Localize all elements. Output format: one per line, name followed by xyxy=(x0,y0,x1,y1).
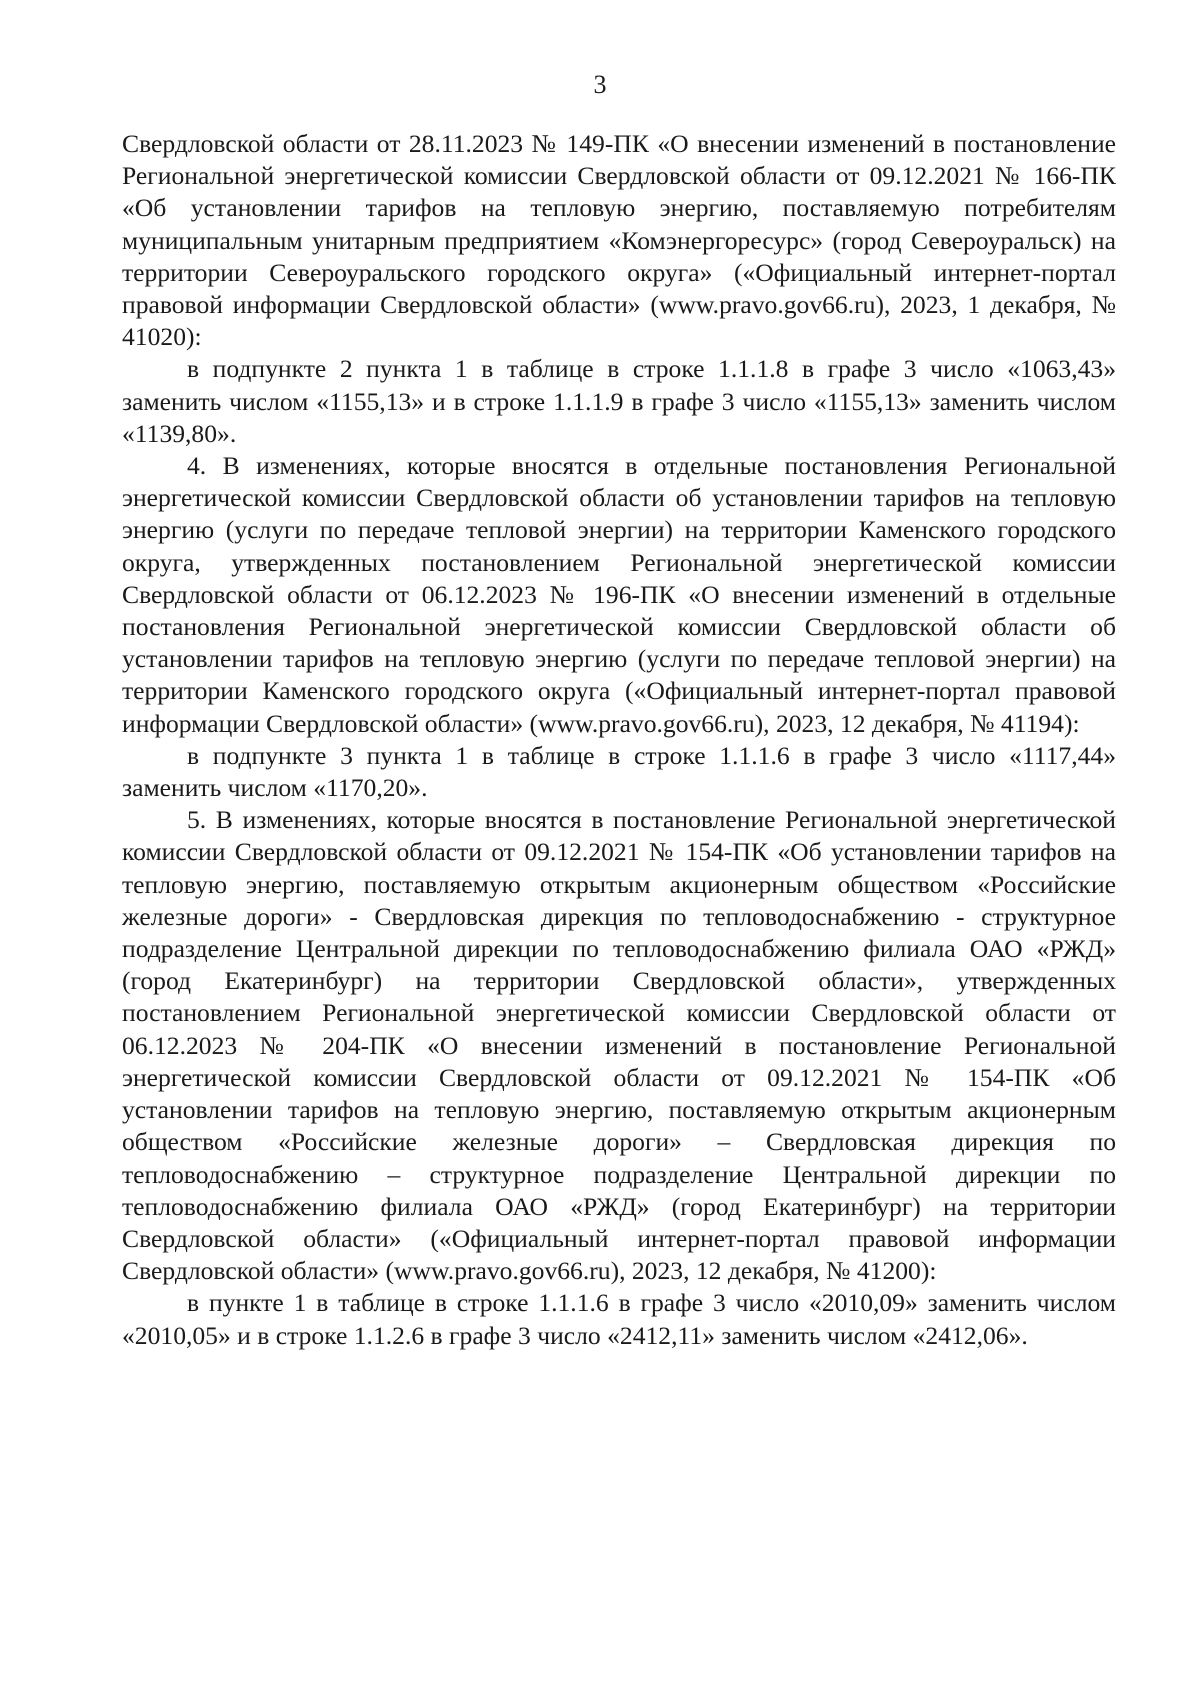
document-body xyxy=(122,128,1116,1352)
paragraph-5: 5. В изменениях, которые вносятся в постановление Региональной энергетической комиссии Свердловской области от 09.12.2021 № 154-ПК «Об установлении тарифов на тепловую энергию, поставляемую открытым акционерным обществом «Российские железные дороги» - Свердловская дирекция по тепловодоснабжению - структурное подразделение Центральной дирекции по тепловодоснабжению филиала ОАО «РЖД» (город Екатеринбург) на территории Свердловской области», утвержденных постановлением Региональной энергетической комиссии Свердловской области от 06.12.2023 № 204-ПК «О внесении изменений в постановление Региональной энергетической комиссии Свердловской области от 09.12.2021 № 154-ПК «Об установлении тарифов на тепловую энергию, поставляемую открытым акционерным обществом «Российские железные дороги» – Свердловская дирекция по тепловодоснабжению – структурное подразделение Центральной дирекции по тепловодоснабжению филиала ОАО «РЖД» (город Екатеринбург) на территории Свердловской области» («Официальный интернет-портал правовой информации Свердловской области» (www.pravo.gov66.ru), 2023, 12 декабря, № 41200): xyxy=(122,805,1116,1286)
paragraph-1: Свердловской области от 28.11.2023 № 149-ПК «О внесении изменений в постановление Региональной энергетической комиссии Свердловской области от 09.12.2021 № 166-ПК «Об установлении тарифов на тепловую энергию, поставляемую потребителям муниципальным унитарным предприятием «Комэнергоресурс» (город Североуральск) на территории Североуральского городского округа» («Официальный интернет-портал правовой информации Свердловской области» (www.pravo.gov66.ru), 2023, 1 декабря, № 41020): xyxy=(122,129,1116,352)
paragraph-3: 4. В изменениях, которые вносятся в отдельные постановления Региональной энергетической комиссии Свердловской области об установлении тарифов на тепловую энергию (услуги по передаче тепловой энергии) на территории Каменского городского округа, утвержденных постановлением Региональной энергетической комиссии Свердловской области от 06.12.2023 № 196-ПК «О внесении изменений в отдельные постановления Региональной энергетической комиссии Свердловской области об установлении тарифов на тепловую энергию (услуги по передаче тепловой энергии) на территории Каменского городского округа («Официальный интернет-портал правовой информации Свердловской области» (www.pravo.gov66.ru), 2023, 12 декабря, № 41194): xyxy=(122,451,1116,738)
paragraph-4: в подпункте 3 пункта 1 в таблице в строке 1.1.1.6 в графе 3 число «1117,44» заменить числом «1170,20». xyxy=(122,740,1116,803)
paragraph-2: в подпункте 2 пункта 1 в таблице в строке 1.1.1.8 в графе 3 число «1063,43» заменить числом «1155,13» и в строке 1.1.1.9 в графе 3 число «1155,13» заменить числом «1139,80». xyxy=(122,354,1116,448)
page-number: 3 xyxy=(593,70,607,99)
paragraph-6: в пункте 1 в таблице в строке 1.1.1.6 в графе 3 число «2010,09» заменить числом «2010,05» и в строке 1.1.2.6 в графе 3 число «2412,11» заменить числом «2412,06». xyxy=(122,1288,1116,1350)
